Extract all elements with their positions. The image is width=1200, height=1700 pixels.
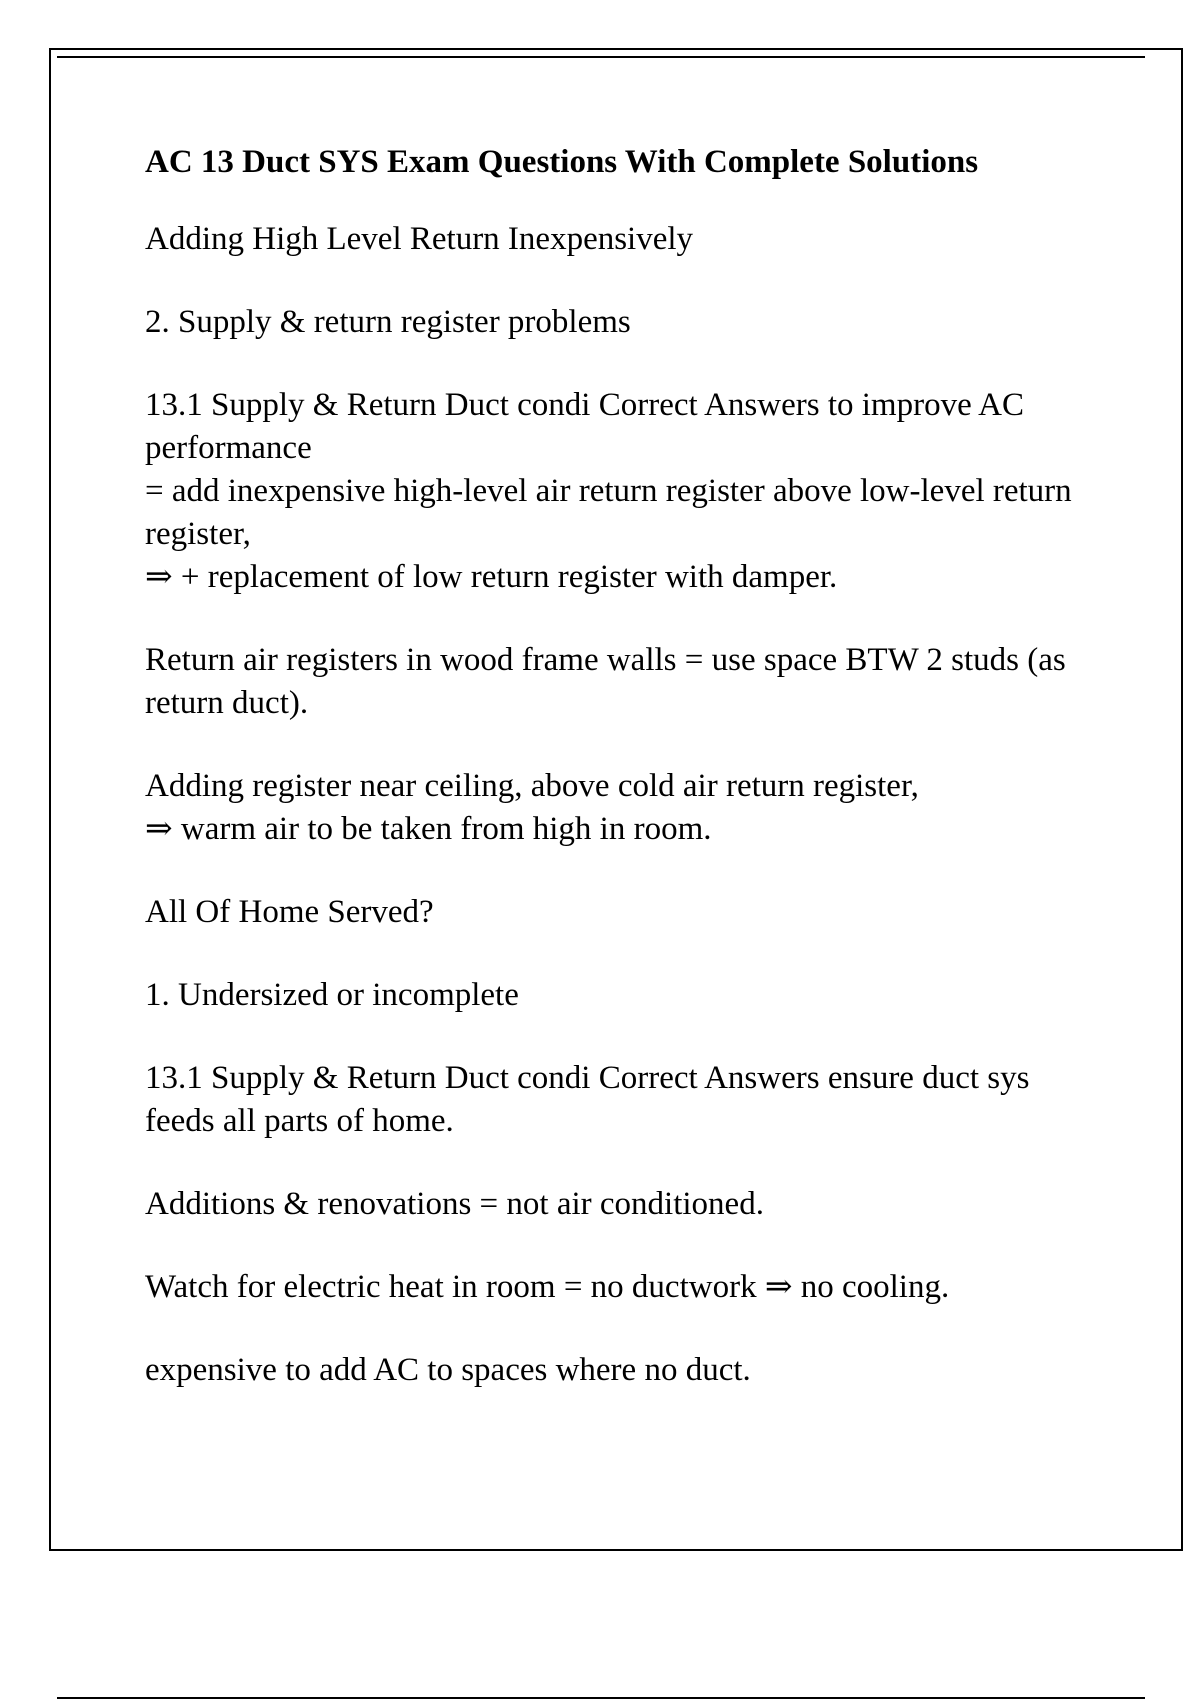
header-rule <box>57 56 1145 58</box>
text-line: Return air registers in wood frame walls = use space BTW 2 studs (as return duct). <box>145 642 1066 721</box>
paragraph <box>145 1349 1095 1392</box>
paragraph <box>145 301 1095 344</box>
text-line: ⇒ + replacement of low return register with damper. <box>145 559 838 595</box>
paragraph <box>145 218 1095 261</box>
text-line: Watch for electric heat in room = no ductwork ⇒ no cooling. <box>145 1269 950 1305</box>
footer-rule <box>57 1697 1145 1699</box>
paragraph <box>145 384 1095 599</box>
page-title: AC 13 Duct SYS Exam Questions With Complete Solutions <box>145 144 979 180</box>
paragraph <box>145 1057 1095 1143</box>
document-body <box>145 142 1095 1432</box>
text-line: = add inexpensive high-level air return register above low-level return register, <box>145 473 1072 552</box>
text-line: Adding High Level Return Inexpensively <box>145 221 694 257</box>
paragraph <box>145 1183 1095 1226</box>
paragraph <box>145 639 1095 725</box>
text-line: 13.1 Supply & Return Duct condi Correct Answers ensure duct sys feeds all parts of home. <box>145 1060 1030 1139</box>
paragraph <box>145 974 1095 1017</box>
text-line: All Of Home Served? <box>145 894 434 930</box>
text-line: expensive to add AC to spaces where no duct. <box>145 1352 751 1388</box>
text-line: 13.1 Supply & Return Duct condi Correct Answers to improve AC performance <box>145 387 1024 466</box>
text-line: ⇒ warm air to be taken from high in room. <box>145 811 712 847</box>
paragraph <box>145 765 1095 851</box>
text-line: Adding register near ceiling, above cold air return register, <box>145 768 919 804</box>
text-line: 1. Undersized or incomplete <box>145 977 519 1013</box>
paragraph <box>145 891 1095 934</box>
text-line: Additions & renovations = not air conditioned. <box>145 1186 764 1222</box>
text-line: 2. Supply & return register problems <box>145 304 631 340</box>
paragraph <box>145 1266 1095 1309</box>
